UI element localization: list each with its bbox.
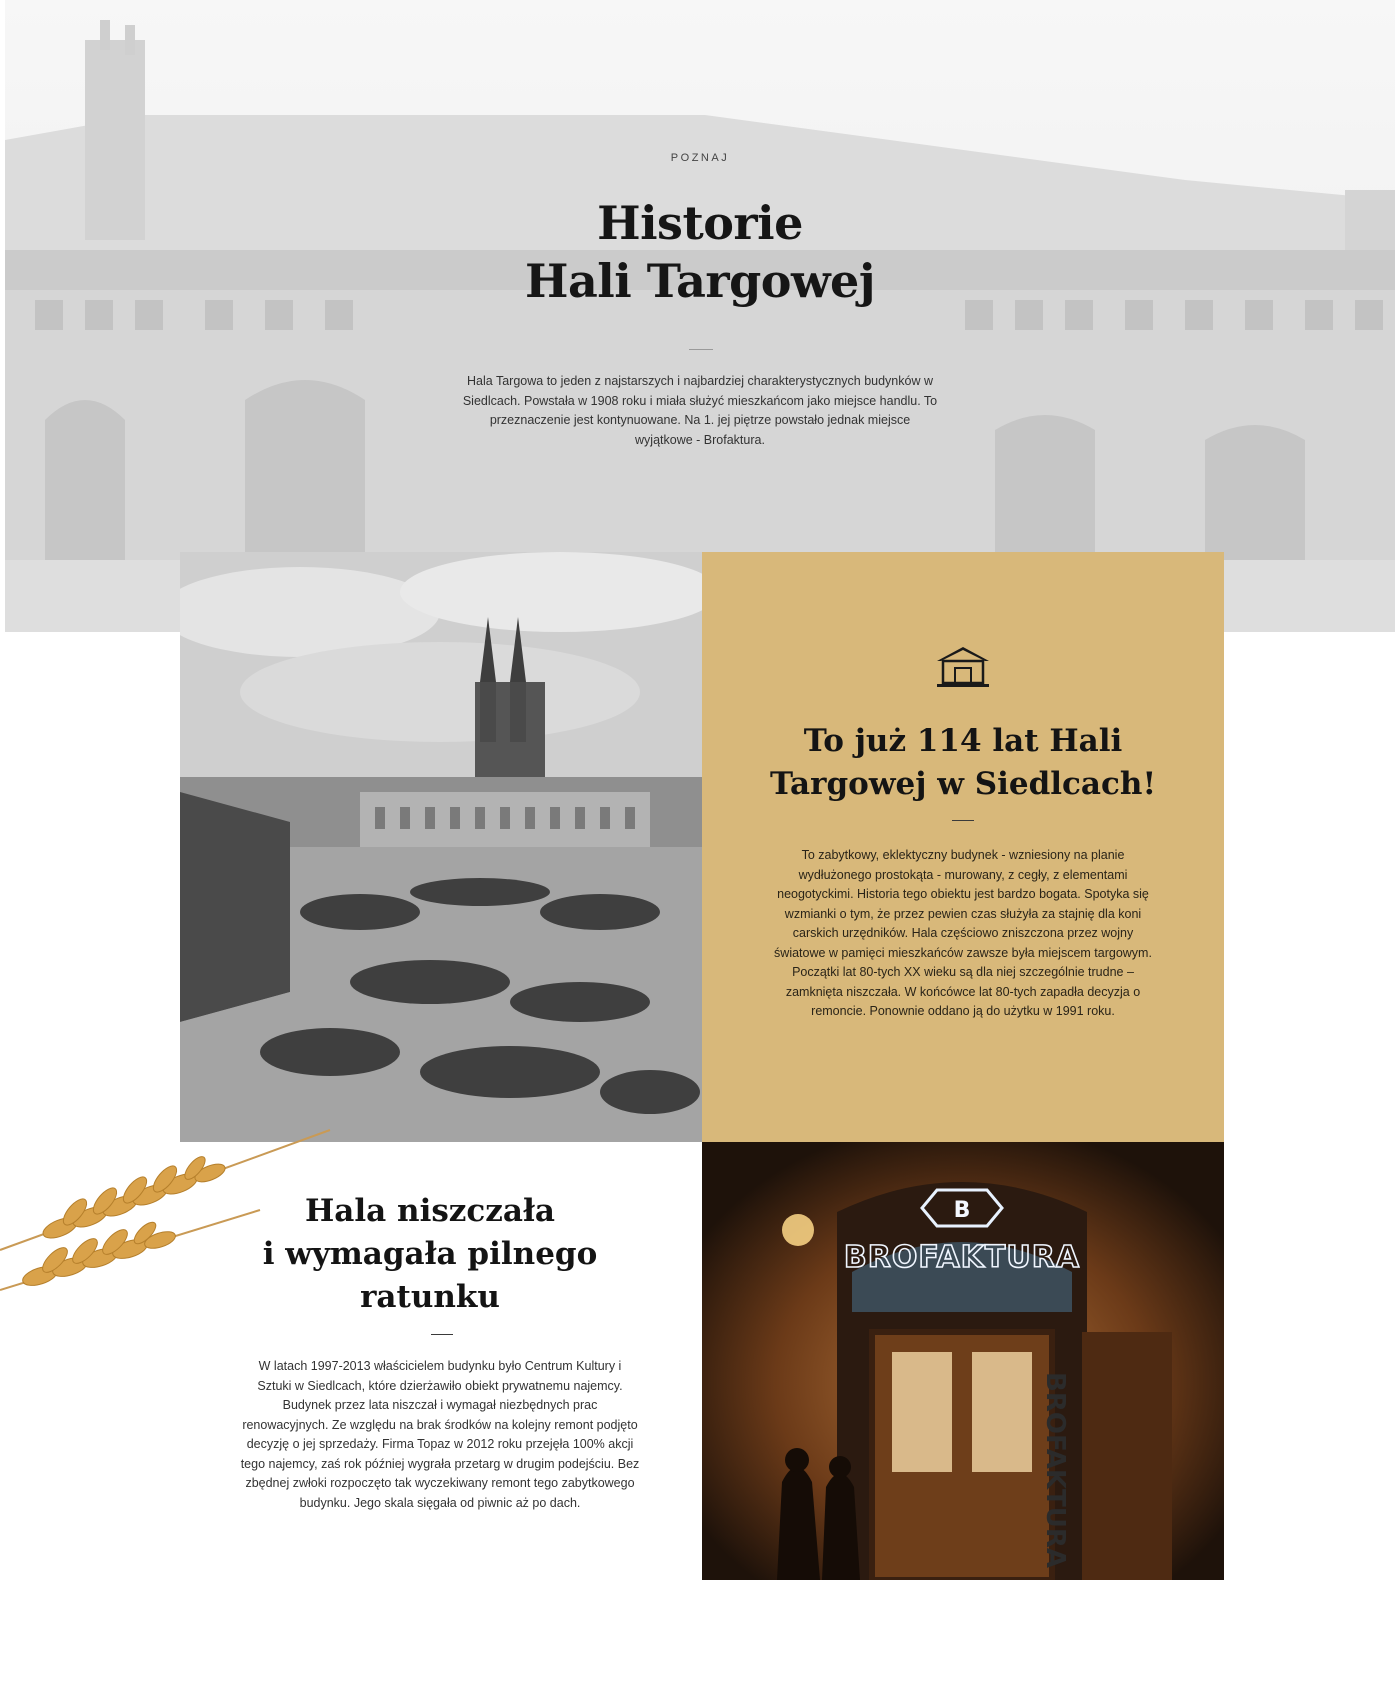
door-side-text: BROFAKTURA <box>1040 1372 1070 1568</box>
house-icon <box>935 644 991 695</box>
historic-building-illustration <box>5 0 1395 632</box>
title-line-2: Hali Targowej <box>525 254 875 308</box>
rescue-title-line-1: Hala niszczała <box>305 1193 555 1229</box>
rescue-description: W latach 1997-2013 właścicielem budynku było Centrum Kultury i Sztuki w Siedlcach, które dzierżawiło obiekt prywatnemu najemcy. Budynek przez lata niszczał i wymagał niezbędnych prac renowacyjnych. Ze względu na brak środków na kolejny remont podjęto decyzję o jej sprzedaży. Firma Topaz w 2012 roku przejęła 100% akcji tego najemcy, zaś rok później wygrała przetarg w drugim podejściu. Bez zbędnej zwłoki rozpoczęto tak wyczekiwany remont tego zabytkowego budynku. Jego skala sięgała od piwnic aż po dach. <box>240 1359 640 1510</box>
neon-sign-letter: B <box>953 1198 971 1223</box>
wall-lamp-icon <box>782 1214 814 1246</box>
entrance-illustration <box>702 1142 1224 1580</box>
history-title <box>702 720 1224 806</box>
neon-sign-text: BROFAKTURA <box>843 1240 1081 1275</box>
historic-market-photo <box>180 552 702 1142</box>
rescue-title-line-3: ratunku <box>360 1279 500 1315</box>
rescue-divider <box>431 1334 453 1335</box>
hero-background-photo <box>5 0 1395 632</box>
rescue-title <box>230 1190 630 1319</box>
page-title <box>0 194 1400 310</box>
history-title-line-2: Targowej w Siedlcach! <box>769 766 1157 802</box>
history-title-line-1: To już 114 lat Hali <box>803 723 1123 759</box>
brofaktura-entrance-photo <box>702 1142 1224 1580</box>
history-divider <box>952 820 974 821</box>
history-card <box>702 552 1224 1142</box>
hero-divider <box>689 349 713 350</box>
market-square-illustration <box>180 552 702 1142</box>
hero-description: Hala Targowa to jeden z najstarszych i najbardziej charakterystycznych budynków w Siedlcach. Powstała w 1908 roku i miała służyć mieszkańcom jako miejsce handlu. To przeznaczenie jest kontynuowane. Na 1. jej piętrze powstało jednak miejsce wyjątkowe - Brofaktura. <box>462 374 938 447</box>
history-description: To zabytkowy, eklektyczny budynek - wzniesiony na planie wydłużonego prostokąta - murowany, z cegły, z elementami neogotyckimi. Historia tego obiektu jest bardzo bogata. Spotyka się wzmianki o tym, że przez pewien czas służyła za stajnię dla koni carskich urzędników. Hala częściowo zniszczona przez wojny światowe w pamięci mieszkańców zawsze była miejscem targowym. Początki lat 80-tych XX wieku są dla niej szczególnie trudne – zamknięta niszczała. W końcówce lat 80-tych zapadła decyzja o remoncie. Ponownie oddano ją do użytku w 1991 roku. <box>774 848 1152 1018</box>
title-line-1: Historie <box>597 196 803 250</box>
section-eyebrow: POZNAJ <box>670 152 730 164</box>
rescue-title-line-2: i wymagała pilnego <box>262 1236 598 1272</box>
